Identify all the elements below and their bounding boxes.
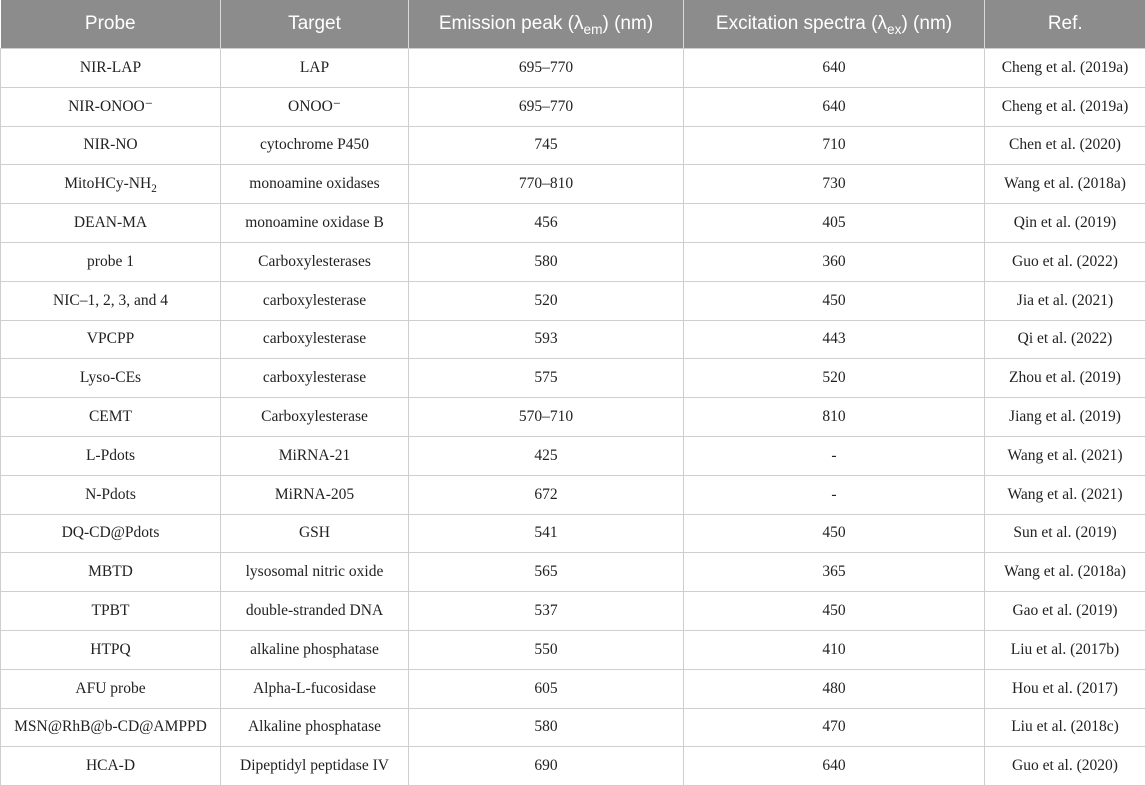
cell-target: double-stranded DNA xyxy=(221,592,409,631)
table-row xyxy=(1,242,1145,281)
table-row xyxy=(1,204,1145,243)
table-row xyxy=(1,436,1145,475)
cell-excitation: - xyxy=(684,436,985,475)
cell-probe: NIR-LAP xyxy=(1,49,221,88)
table-row xyxy=(1,281,1145,320)
table-row xyxy=(1,398,1145,437)
cell-emission: 593 xyxy=(409,320,684,359)
cell-ref: Jiang et al. (2019) xyxy=(985,398,1145,437)
cell-excitation: 470 xyxy=(684,708,985,747)
cell-excitation: 640 xyxy=(684,747,985,786)
cell-probe xyxy=(1,165,221,204)
cell-target: Carboxylesterases xyxy=(221,242,409,281)
cell-ref: Hou et al. (2017) xyxy=(985,669,1145,708)
cell-probe: Lyso-CEs xyxy=(1,359,221,398)
table-row xyxy=(1,165,1145,204)
cell-ref: Liu et al. (2018c) xyxy=(985,708,1145,747)
cell-emission: 695–770 xyxy=(409,49,684,88)
cell-target: alkaline phosphatase xyxy=(221,630,409,669)
table-row xyxy=(1,49,1145,88)
cell-excitation: 405 xyxy=(684,204,985,243)
cell-excitation: 450 xyxy=(684,281,985,320)
cell-ref: Guo et al. (2020) xyxy=(985,747,1145,786)
cell-excitation: 365 xyxy=(684,553,985,592)
cell-excitation: 640 xyxy=(684,49,985,88)
cell-excitation: 443 xyxy=(684,320,985,359)
cell-probe: NIC–1, 2, 3, and 4 xyxy=(1,281,221,320)
cell-target: GSH xyxy=(221,514,409,553)
cell-excitation: 480 xyxy=(684,669,985,708)
cell-target: carboxylesterase xyxy=(221,359,409,398)
cell-probe: HTPQ xyxy=(1,630,221,669)
table-row xyxy=(1,669,1145,708)
cell-ref: Jia et al. (2021) xyxy=(985,281,1145,320)
cell-probe: VPCPP xyxy=(1,320,221,359)
cell-target: MiRNA-21 xyxy=(221,436,409,475)
cell-excitation: 450 xyxy=(684,514,985,553)
header-emission xyxy=(409,0,684,49)
cell-ref: Cheng et al. (2019a) xyxy=(985,49,1145,88)
cell-excitation: - xyxy=(684,475,985,514)
cell-ref: Sun et al. (2019) xyxy=(985,514,1145,553)
table-row xyxy=(1,553,1145,592)
cell-probe: MSN@RhB@b-CD@AMPPD xyxy=(1,708,221,747)
header-target: Target xyxy=(221,0,409,49)
cell-emission: 695–770 xyxy=(409,87,684,126)
table-row xyxy=(1,592,1145,631)
cell-emission: 690 xyxy=(409,747,684,786)
cell-target: monoamine oxidase B xyxy=(221,204,409,243)
header-emission-sub: em xyxy=(584,22,603,37)
header-emission-post: ) (nm) xyxy=(603,13,654,34)
table-row xyxy=(1,320,1145,359)
cell-probe: HCA-D xyxy=(1,747,221,786)
cell-target: ONOO⁻ xyxy=(221,87,409,126)
header-emission-pre: Emission peak (λ xyxy=(439,13,584,34)
cell-excitation: 730 xyxy=(684,165,985,204)
cell-ref: Cheng et al. (2019a) xyxy=(985,87,1145,126)
cell-emission: 770–810 xyxy=(409,165,684,204)
cell-emission: 580 xyxy=(409,242,684,281)
cell-target: cytochrome P450 xyxy=(221,126,409,165)
cell-excitation: 410 xyxy=(684,630,985,669)
cell-emission: 456 xyxy=(409,204,684,243)
table-body xyxy=(1,49,1145,786)
cell-excitation: 360 xyxy=(684,242,985,281)
cell-ref: Gao et al. (2019) xyxy=(985,592,1145,631)
cell-ref: Zhou et al. (2019) xyxy=(985,359,1145,398)
cell-target: Dipeptidyl peptidase IV xyxy=(221,747,409,786)
cell-target: monoamine oxidases xyxy=(221,165,409,204)
table-row xyxy=(1,126,1145,165)
cell-target: Alkaline phosphatase xyxy=(221,708,409,747)
cell-ref: Guo et al. (2022) xyxy=(985,242,1145,281)
cell-emission: 537 xyxy=(409,592,684,631)
cell-emission: 672 xyxy=(409,475,684,514)
cell-probe: CEMT xyxy=(1,398,221,437)
cell-emission: 541 xyxy=(409,514,684,553)
header-row xyxy=(1,0,1145,49)
cell-ref: Wang et al. (2018a) xyxy=(985,553,1145,592)
table-row xyxy=(1,359,1145,398)
cell-probe: L-Pdots xyxy=(1,436,221,475)
header-excitation-pre: Excitation spectra (λ xyxy=(716,13,887,34)
header-excitation-sub: ex xyxy=(887,22,901,37)
cell-ref: Chen et al. (2020) xyxy=(985,126,1145,165)
cell-probe: NIR-ONOO⁻ xyxy=(1,87,221,126)
cell-emission: 745 xyxy=(409,126,684,165)
cell-ref: Wang et al. (2018a) xyxy=(985,165,1145,204)
cell-probe: DQ-CD@Pdots xyxy=(1,514,221,553)
cell-excitation: 710 xyxy=(684,126,985,165)
cell-ref: Liu et al. (2017b) xyxy=(985,630,1145,669)
cell-target: carboxylesterase xyxy=(221,320,409,359)
table-row xyxy=(1,708,1145,747)
cell-emission: 520 xyxy=(409,281,684,320)
cell-emission: 570–710 xyxy=(409,398,684,437)
header-excitation-post: ) (nm) xyxy=(901,13,952,34)
cell-target: carboxylesterase xyxy=(221,281,409,320)
header-ref: Ref. xyxy=(985,0,1145,49)
cell-probe: DEAN-MA xyxy=(1,204,221,243)
table-row xyxy=(1,630,1145,669)
cell-target: lysosomal nitric oxide xyxy=(221,553,409,592)
cell-probe: AFU probe xyxy=(1,669,221,708)
table-row xyxy=(1,514,1145,553)
cell-target: Carboxylesterase xyxy=(221,398,409,437)
table-row xyxy=(1,87,1145,126)
cell-probe: MBTD xyxy=(1,553,221,592)
cell-probe-pre: MitoHCy-NH xyxy=(64,175,151,192)
cell-probe-sub: 2 xyxy=(151,183,157,195)
cell-probe: probe 1 xyxy=(1,242,221,281)
table-header xyxy=(1,0,1145,49)
cell-emission: 565 xyxy=(409,553,684,592)
cell-probe: TPBT xyxy=(1,592,221,631)
cell-ref: Qin et al. (2019) xyxy=(985,204,1145,243)
cell-ref: Wang et al. (2021) xyxy=(985,475,1145,514)
cell-target: LAP xyxy=(221,49,409,88)
cell-emission: 425 xyxy=(409,436,684,475)
table-row xyxy=(1,475,1145,514)
header-probe: Probe xyxy=(1,0,221,49)
cell-emission: 575 xyxy=(409,359,684,398)
cell-excitation: 450 xyxy=(684,592,985,631)
cell-ref: Wang et al. (2021) xyxy=(985,436,1145,475)
cell-ref: Qi et al. (2022) xyxy=(985,320,1145,359)
cell-emission: 605 xyxy=(409,669,684,708)
cell-probe: NIR-NO xyxy=(1,126,221,165)
cell-emission: 550 xyxy=(409,630,684,669)
cell-target: Alpha-L-fucosidase xyxy=(221,669,409,708)
cell-probe: N-Pdots xyxy=(1,475,221,514)
cell-excitation: 640 xyxy=(684,87,985,126)
cell-target: MiRNA-205 xyxy=(221,475,409,514)
header-excitation xyxy=(684,0,985,49)
cell-emission: 580 xyxy=(409,708,684,747)
cell-excitation: 520 xyxy=(684,359,985,398)
cell-excitation: 810 xyxy=(684,398,985,437)
